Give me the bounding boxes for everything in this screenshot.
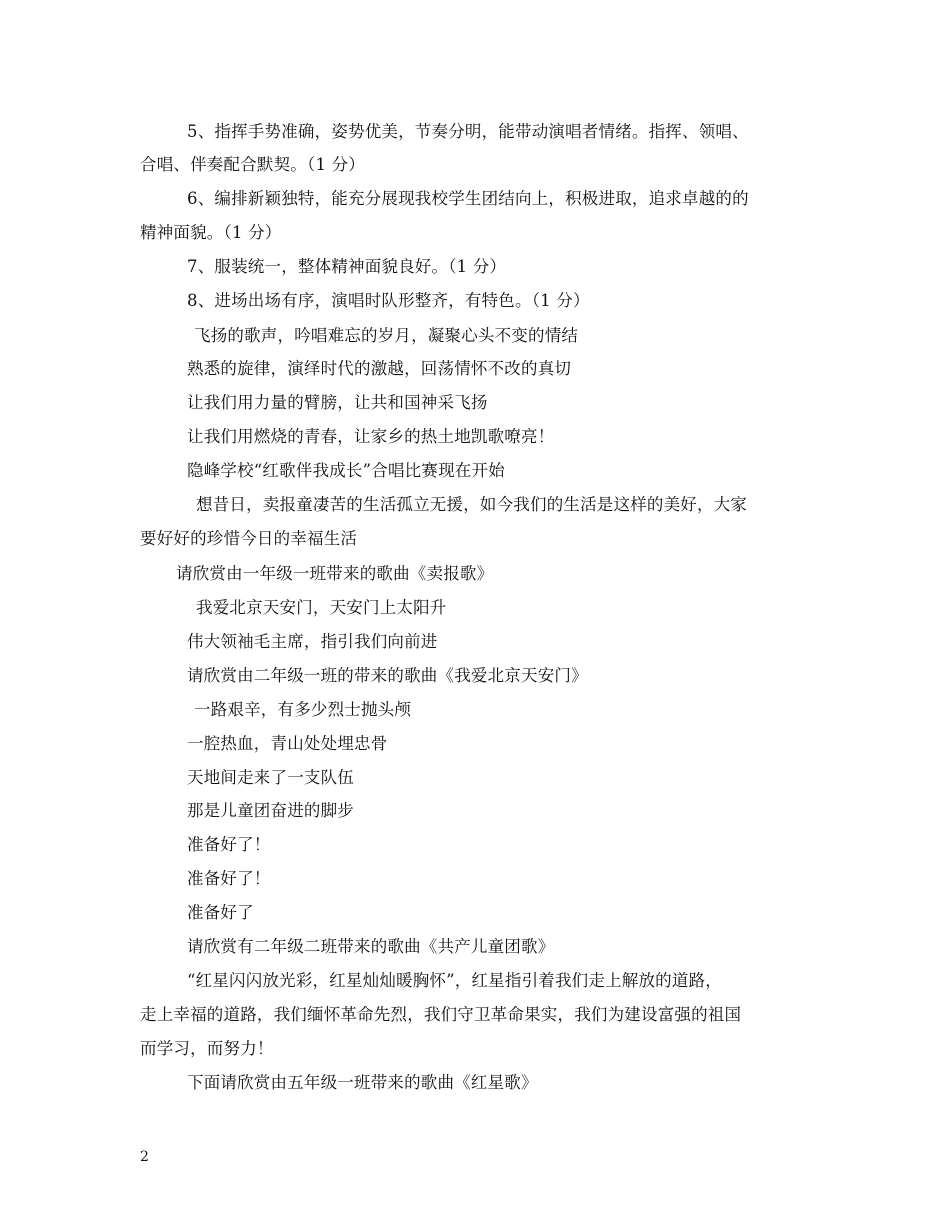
- text-line: 想昔日，卖报童凄苦的生活孤立无援，如今我们的生活是这样的美好，大家: [196, 495, 748, 514]
- text-line: 熟悉的旋律，演绎时代的激越，回荡情怀不改的真切: [187, 359, 572, 378]
- text-line: 而学习，而努力！: [140, 1039, 274, 1058]
- text-line: 准备好了: [187, 903, 254, 922]
- text-line: 一腔热血，青山处处埋忠骨: [187, 734, 388, 753]
- text-line: 7、服装统一，整体精神面貌良好。（1 分）: [187, 257, 507, 276]
- text-line: 准备好了！: [187, 869, 271, 888]
- text-line: 要好好的珍惜今日的幸福生活: [140, 529, 358, 548]
- text-line: 天地间走来了一支队伍: [187, 768, 354, 787]
- text-line: 请欣赏有二年级二班带来的歌曲《共产儿童团歌》: [187, 937, 555, 956]
- text-line: 那是儿童团奋进的脚步: [187, 801, 354, 820]
- text-line: 飞扬的歌声，吟唱难忘的岁月，凝聚心头不变的情结: [194, 326, 579, 345]
- text-line: 让我们用力量的臂膀，让共和国神采飞扬: [187, 393, 488, 412]
- text-line: 走上幸福的道路，我们缅怀革命先烈，我们守卫革命果实，我们为建设富强的祖国: [140, 1005, 742, 1024]
- page-number: 2: [140, 1149, 149, 1165]
- text-line: 一路艰辛，有多少烈士抛头颅: [194, 700, 412, 719]
- text-line: 6、编排新颖独特，能充分展现我校学生团结向上，积极进取，追求卓越的的: [187, 189, 749, 208]
- text-line: 合唱、伴奏配合默契。（1 分）: [140, 155, 365, 174]
- text-line: 我爱北京天安门，天安门上太阳升: [196, 598, 447, 617]
- text-line: “红星闪闪放光彩，红星灿灿暖胸怀”，红星指引着我们走上解放的道路，: [187, 971, 722, 990]
- text-line: 精神面貌。（1 分）: [140, 223, 282, 242]
- text-line: 伟大领袖毛主席，指引我们向前进: [187, 632, 438, 651]
- text-line: 隐峰学校“红歌伴我成长”合唱比赛现在开始: [187, 461, 505, 480]
- text-line: 下面请欣赏由五年级一班带来的歌曲《红星歌》: [187, 1073, 538, 1092]
- text-line: 5、指挥手势准确，姿势优美，节奏分明，能带动演唱者情绪。指挥、领唱、: [187, 122, 749, 141]
- text-line: 请欣赏由二年级一班的带来的歌曲《我爱北京天安门》: [187, 666, 588, 685]
- text-line: 8、进场出场有序，演唱时队形整齐，有特色。（1 分）: [187, 291, 590, 310]
- text-line: 请欣赏由一年级一班带来的歌曲《卖报歌》: [176, 564, 494, 583]
- text-line: 准备好了！: [187, 835, 271, 854]
- text-line: 让我们用燃烧的青春，让家乡的热土地凯歌嘹亮！: [187, 427, 555, 446]
